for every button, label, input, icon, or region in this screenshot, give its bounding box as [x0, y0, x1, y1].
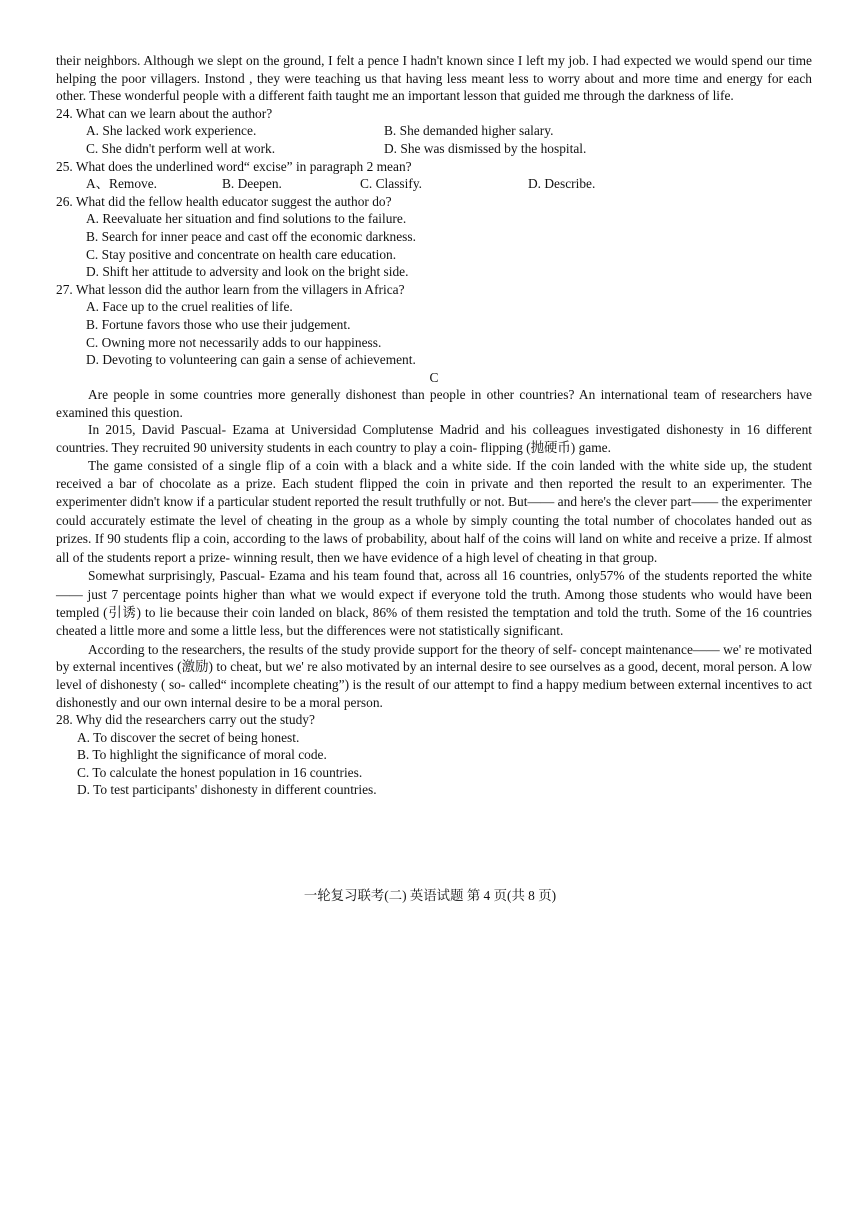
- passage-paragraph: According to the researchers, the results of the study provide support for the theory of self- concept maintenance—— we' re motivated by external incentives (激励) to cheat, but we' re also motivated by an internal desire to see ourselves as a good, decent, moral person. A low level of dishonesty ( so- called“ incomplete cheating”) is the result of our attempt to find a happy medium between external incentives to act dishonestly and our own internal desire to be a moral person.: [56, 641, 812, 710]
- section-heading-c: C: [429, 369, 439, 385]
- option-a: A. Reevaluate her situation and find solutions to the failure.: [86, 211, 407, 227]
- passage-paragraph: Somewhat surprisingly, Pascual- Ezama and his team found that, across all 16 countries, only57% of the students reported the white—— just 7 percentage points higher than what we would expect if everyone told the truth. Among those students who would have been templed (引诱) to lie because their coin landed on black, 86% of them resisted the temptation and told the truth. Some of the 16 countries cheated a little more and some a little less, but the differences were not statistically significant.: [56, 568, 812, 639]
- passage-c: [56, 386, 812, 711]
- option-c: C. Owning more not necessarily adds to our happiness.: [86, 334, 382, 350]
- question-stem: 25. What does the underlined word“ excise” in paragraph 2 mean?: [56, 158, 412, 174]
- question-26: [56, 193, 812, 281]
- option-a: A. Face up to the cruel realities of life.: [86, 299, 293, 315]
- option-b: B. Search for inner peace and cast off the economic darkness.: [86, 228, 416, 244]
- option-c: C. Stay positive and concentrate on health care education.: [86, 246, 397, 262]
- question-stem: 26. What did the fellow health educator suggest the author do?: [56, 193, 392, 209]
- exam-page: [56, 52, 812, 799]
- passage-b-ending: their neighbors. Although we slept on the ground, I felt a pence I hadn't known since I left my job. I had expected we would spend our time helping the poor villagers. Instond , they were teaching us that having less meant less to worry about and more time and energy for each other. These wonderful people with a different faith taught me an important lesson that guided me through the darkness of life.: [56, 53, 812, 104]
- option-c: C. She didn't perform well at work.: [86, 140, 276, 156]
- question-stem: 24. What can we learn about the author?: [56, 105, 273, 121]
- option-d: D. Describe.: [528, 176, 596, 192]
- passage-paragraph: The game consisted of a single flip of a coin with a black and a white side. If the coin landed with the white side up, the student received a bar of chocolate as a prize. Each student flipped the coin in private and then reported the result to an experimenter. The experimenter didn't know if a particular student reported the result truthfully or not. But—— and here's the clever part—— the experimenter could accurately estimate the level of cheating in the group as a whole by simply counting the total number of chocolates handed out as prizes. If 90 students flip a coin, according to the laws of probability, about half of the coins will land on white and receive a prize. If almost all of the students report a prize- winning result, then we have evidence of a high level of cheating in that group.: [56, 457, 812, 565]
- option-a: A、Remove.: [86, 176, 158, 192]
- option-b: B. To highlight the significance of moral code.: [77, 747, 327, 763]
- option-d: D. To test participants' dishonesty in different countries.: [77, 782, 377, 798]
- page-footer: 一轮复习联考(二) 英语试题 第 4 页(共 8 页): [303, 888, 557, 903]
- option-d: D. Shift her attitude to adversity and look on the bright side.: [86, 264, 409, 280]
- question-27: [56, 281, 812, 369]
- option-c: C. Classify.: [360, 176, 422, 192]
- question-28: [56, 711, 812, 799]
- question-24: [56, 105, 812, 158]
- option-b: B. Deepen.: [222, 176, 282, 192]
- question-25: [56, 158, 812, 193]
- option-b: B. Fortune favors those who use their judgement.: [86, 316, 351, 332]
- option-b: B. She demanded higher salary.: [384, 123, 554, 139]
- question-stem: 27. What lesson did the author learn from the villagers in Africa?: [56, 281, 405, 297]
- passage-paragraph: Are people in some countries more generally dishonest than people in other countries? An international team of researchers have examined this question.: [56, 387, 812, 420]
- passage-paragraph: In 2015, David Pascual- Ezama at Universidad Complutense Madrid and his colleagues investigated dishonesty in 16 different countries. They recruited 90 university students in each country to play a coin- flipping (抛硬币) game.: [56, 422, 812, 456]
- option-a: A. To discover the secret of being honest.: [77, 729, 300, 745]
- option-d: D. Devoting to volunteering can gain a sense of achievement.: [86, 352, 416, 368]
- option-a: A. She lacked work experience.: [86, 123, 257, 139]
- option-c: C. To calculate the honest population in 16 countries.: [77, 764, 363, 780]
- question-stem: 28. Why did the researchers carry out the study?: [56, 712, 315, 728]
- option-d: D. She was dismissed by the hospital.: [384, 140, 587, 156]
